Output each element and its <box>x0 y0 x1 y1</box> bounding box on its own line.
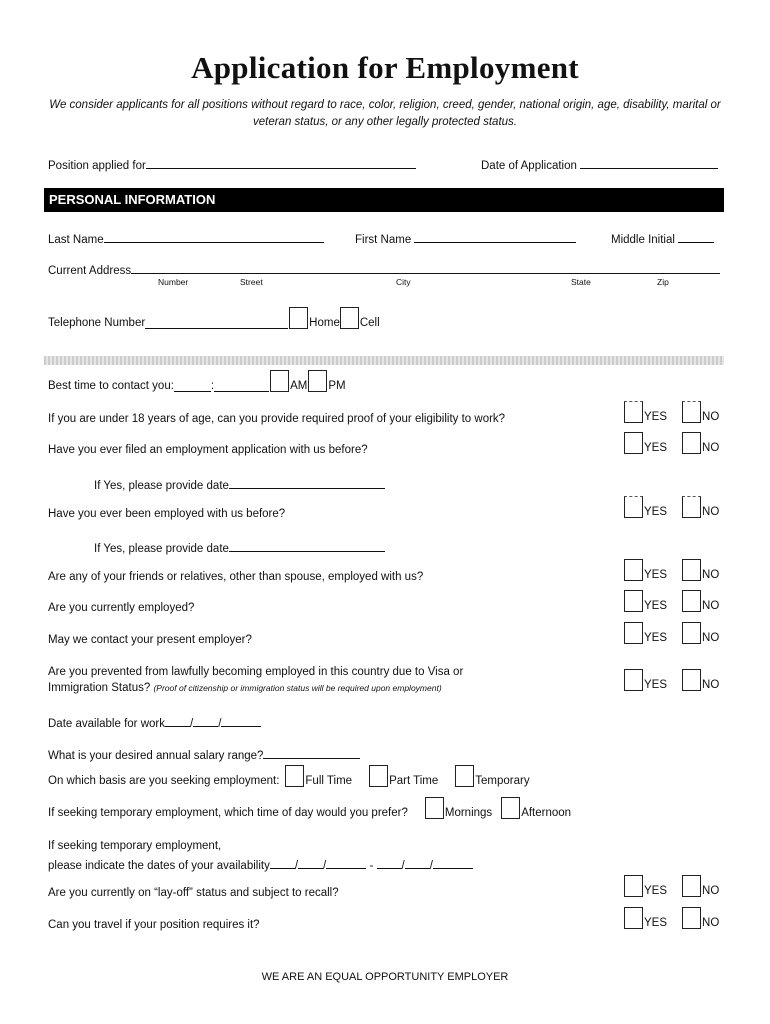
yes-no-contact-employer <box>623 622 719 644</box>
yes-checkbox[interactable] <box>624 559 643 581</box>
home-checkbox[interactable] <box>289 307 308 329</box>
no-label: NO <box>702 569 720 581</box>
no-label: NO <box>702 679 720 691</box>
no-checkbox[interactable] <box>682 496 701 518</box>
cell-label: Cell <box>359 317 380 329</box>
avail-to-day[interactable] <box>405 856 430 869</box>
current-address-label: Current Address <box>48 265 132 277</box>
yes-label: YES <box>644 411 668 423</box>
no-label: NO <box>702 885 720 897</box>
yes-option[interactable] <box>623 875 667 897</box>
availability-row <box>48 856 473 872</box>
yes-no-layoff <box>623 875 719 897</box>
yes-label: YES <box>644 885 668 897</box>
yes-no-filed-before <box>623 432 719 454</box>
question-travel: Can you travel if your position requires it? <box>48 919 260 931</box>
intro-statement: We consider applicants for all positions without regard to race, color, religion, creed, gender, national origin, age, disability, marital or veteran status, or any other legally protected status. <box>49 99 721 128</box>
date-of-application-label: Date of Application <box>481 160 577 172</box>
question-relatives: Are any of your friends or relatives, other than spouse, employed with us? <box>48 571 424 583</box>
yes-no-travel <box>623 907 719 929</box>
yes-checkbox[interactable] <box>624 401 643 423</box>
no-checkbox[interactable] <box>682 907 701 929</box>
salary-label: What is your desired annual salary range? <box>48 750 264 762</box>
telephone-label: Telephone Number <box>48 317 146 329</box>
no-checkbox[interactable] <box>682 669 701 691</box>
question-visa-text: Immigration Status? <box>48 682 151 694</box>
filed-date-row <box>94 476 385 492</box>
yes-option[interactable] <box>623 907 667 929</box>
time-of-day-label: If seeking temporary employment, which time of day would you prefer? <box>48 807 408 819</box>
address-zip-caption: Zip <box>657 277 669 287</box>
section-header-personal: PERSONAL INFORMATION <box>44 188 724 212</box>
no-option[interactable] <box>681 432 719 454</box>
no-checkbox[interactable] <box>682 401 701 423</box>
filed-date-label: If Yes, please provide date <box>94 480 229 492</box>
filed-date-field[interactable] <box>229 476 385 489</box>
availability-label: please indicate the dates of your availability <box>48 860 270 872</box>
date-separator: / <box>218 718 222 730</box>
afternoon-option[interactable] <box>500 797 571 819</box>
date-available-row <box>48 714 261 730</box>
middle-initial-label: Middle Initial <box>611 234 675 246</box>
cell-option[interactable] <box>340 307 380 329</box>
no-option[interactable] <box>681 622 719 644</box>
pm-option[interactable] <box>307 370 345 392</box>
am-option[interactable] <box>269 370 307 392</box>
date-separator: / <box>323 860 327 872</box>
telephone-row <box>48 307 380 329</box>
middle-initial-field[interactable] <box>678 230 714 243</box>
question-currently-employed: Are you currently employed? <box>48 602 195 614</box>
pm-label: PM <box>328 380 346 392</box>
yes-checkbox[interactable] <box>624 496 643 518</box>
yes-no-relatives <box>623 559 719 581</box>
section-divider <box>44 356 724 365</box>
date-of-application-field[interactable] <box>580 156 718 169</box>
first-name-label: First Name <box>355 234 412 246</box>
yes-label: YES <box>644 917 668 929</box>
employed-date-field[interactable] <box>229 539 385 552</box>
date-separator: / <box>401 860 405 872</box>
yes-label: YES <box>644 679 668 691</box>
best-time-hour-field[interactable] <box>174 379 211 392</box>
avail-from-day[interactable] <box>298 856 323 869</box>
date-separator: / <box>294 860 299 872</box>
address-state-caption: State <box>571 277 591 287</box>
mornings-option[interactable] <box>424 797 492 819</box>
yes-option[interactable] <box>623 622 667 644</box>
date-available-label: Date available for work <box>48 718 165 730</box>
temporary-label: Temporary <box>475 775 530 787</box>
afternoon-label: Afternoon <box>521 807 572 819</box>
employment-basis-row <box>48 765 530 787</box>
first-name-row <box>355 230 576 246</box>
no-label: NO <box>702 600 720 612</box>
no-label: NO <box>702 632 720 644</box>
availability-line-1: If seeking temporary employment, <box>48 840 222 852</box>
yes-checkbox[interactable] <box>624 875 643 897</box>
full-time-option[interactable] <box>284 765 352 787</box>
no-option[interactable] <box>681 559 719 581</box>
address-street-caption: Street <box>240 277 263 287</box>
no-option[interactable] <box>681 875 719 897</box>
no-option[interactable] <box>681 496 719 518</box>
home-option[interactable] <box>289 307 340 329</box>
position-row <box>48 156 416 172</box>
address-number-caption: Number <box>158 277 189 287</box>
question-layoff: Are you currently on “lay-off” status and subject to recall? <box>48 887 339 899</box>
afternoon-checkbox[interactable] <box>501 797 520 819</box>
time-colon: : <box>210 380 215 392</box>
yes-label: YES <box>644 506 668 518</box>
question-under-18: If you are under 18 years of age, can you provide required proof of your eligibility to work? <box>48 413 506 425</box>
last-name-row <box>48 230 324 246</box>
salary-field[interactable] <box>263 746 360 759</box>
pm-checkbox[interactable] <box>308 370 327 392</box>
yes-option[interactable] <box>623 590 667 612</box>
cell-checkbox[interactable] <box>340 307 359 329</box>
position-label: Position applied for <box>48 160 146 172</box>
no-label: NO <box>702 442 720 454</box>
position-field[interactable] <box>146 156 416 169</box>
temporary-option[interactable] <box>454 765 529 787</box>
yes-checkbox[interactable] <box>624 432 643 454</box>
middle-initial-row <box>611 230 714 246</box>
page-title: Application for Employment <box>191 50 579 85</box>
last-name-label: Last Name <box>48 234 104 246</box>
mornings-checkbox[interactable] <box>425 797 444 819</box>
telephone-field[interactable] <box>145 316 288 329</box>
no-checkbox[interactable] <box>682 875 701 897</box>
best-time-row <box>48 370 346 392</box>
yes-option[interactable] <box>623 559 667 581</box>
address-city-caption: City <box>396 277 411 287</box>
last-name-field[interactable] <box>104 230 324 243</box>
time-of-day-row <box>48 797 571 819</box>
date-of-application-row <box>481 156 718 172</box>
question-filed-before: Have you ever filed an employment application with us before? <box>48 444 368 456</box>
no-option[interactable] <box>681 590 719 612</box>
availability-dash: - <box>369 860 374 872</box>
no-checkbox[interactable] <box>682 432 701 454</box>
mornings-label: Mornings <box>444 807 493 819</box>
question-visa-line-1: Are you prevented from lawfully becoming employed in this country due to Visa or <box>48 666 464 678</box>
best-time-minute-field[interactable] <box>214 379 269 392</box>
avail-to-year[interactable] <box>433 856 473 869</box>
yes-label: YES <box>644 600 668 612</box>
employed-date-label: If Yes, please provide date <box>94 543 229 555</box>
current-address-field[interactable] <box>131 261 720 274</box>
no-option[interactable] <box>681 907 719 929</box>
no-label: NO <box>702 506 720 518</box>
yes-no-under-18 <box>623 401 719 423</box>
avail-from-year[interactable] <box>326 856 366 869</box>
date-separator: / <box>429 860 433 872</box>
part-time-checkbox[interactable] <box>369 765 388 787</box>
yes-option[interactable] <box>623 496 667 518</box>
first-name-field[interactable] <box>414 230 576 243</box>
visa-note: (Proof of citizenship or immigration status will be required upon employment) <box>153 683 442 693</box>
address-row <box>48 261 720 277</box>
yes-checkbox[interactable] <box>624 669 643 691</box>
yes-checkbox[interactable] <box>624 622 643 644</box>
yes-option[interactable] <box>623 432 667 454</box>
yes-option[interactable] <box>623 401 667 423</box>
salary-row <box>48 746 360 762</box>
part-time-option[interactable] <box>368 765 438 787</box>
home-label: Home <box>309 317 340 329</box>
employment-basis-label: On which basis are you seeking employment: <box>48 775 280 787</box>
full-time-label: Full Time <box>305 775 353 787</box>
am-checkbox[interactable] <box>270 370 289 392</box>
equal-opportunity-footer: WE ARE AN EQUAL OPPORTUNITY EMPLOYER <box>261 971 509 983</box>
yes-no-employed-before <box>623 496 719 518</box>
avail-from-month[interactable] <box>270 856 295 869</box>
full-time-checkbox[interactable] <box>285 765 304 787</box>
question-employed-before: Have you ever been employed with us before? <box>48 508 286 520</box>
date-separator: / <box>189 718 194 730</box>
yes-option[interactable] <box>623 669 667 691</box>
am-label: AM <box>290 380 308 392</box>
avail-to-month[interactable] <box>377 856 402 869</box>
no-checkbox[interactable] <box>682 559 701 581</box>
date-available-day[interactable] <box>193 714 218 727</box>
question-visa-line-2 <box>48 682 442 694</box>
best-time-label: Best time to contact you: <box>48 380 174 392</box>
yes-label: YES <box>644 569 668 581</box>
employed-date-row <box>94 539 385 555</box>
part-time-label: Part Time <box>389 775 439 787</box>
yes-no-currently-employed <box>623 590 719 612</box>
no-checkbox[interactable] <box>682 622 701 644</box>
date-available-year[interactable] <box>221 714 261 727</box>
yes-label: YES <box>644 632 668 644</box>
yes-no-visa <box>623 669 719 691</box>
question-contact-employer: May we contact your present employer? <box>48 634 252 646</box>
date-available-month[interactable] <box>165 714 190 727</box>
temporary-checkbox[interactable] <box>455 765 474 787</box>
no-label: NO <box>702 411 720 423</box>
yes-label: YES <box>644 442 668 454</box>
yes-checkbox[interactable] <box>624 907 643 929</box>
no-option[interactable] <box>681 669 719 691</box>
yes-checkbox[interactable] <box>624 590 643 612</box>
no-option[interactable] <box>681 401 719 423</box>
no-label: NO <box>702 917 720 929</box>
no-checkbox[interactable] <box>682 590 701 612</box>
